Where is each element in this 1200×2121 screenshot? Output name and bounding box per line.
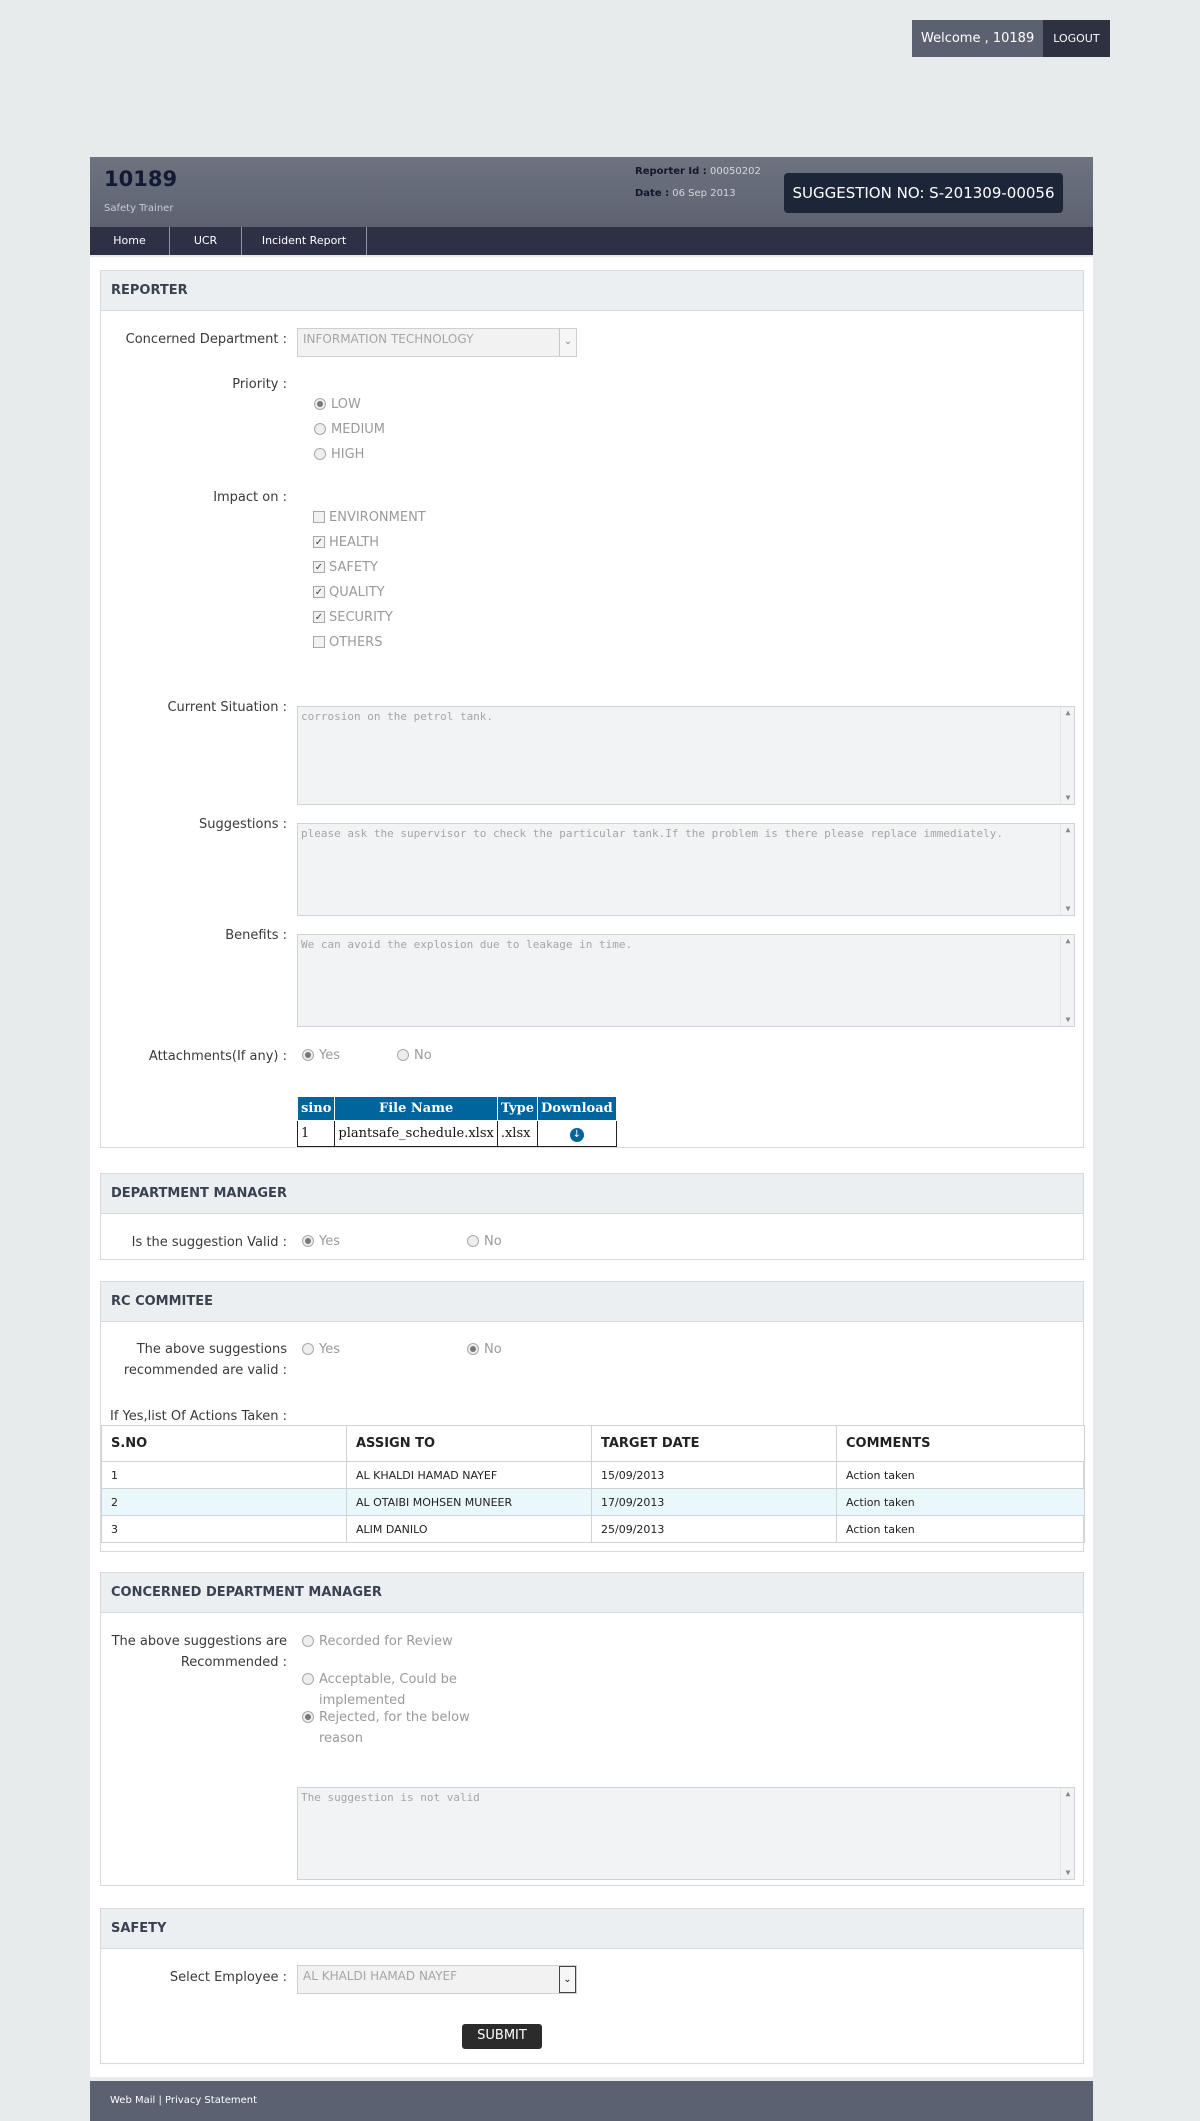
attachments-no[interactable] — [397, 1045, 432, 1066]
scrollbar[interactable] — [1060, 707, 1074, 804]
action-assign: ALIM DANILO — [347, 1516, 592, 1543]
suggestion-valid-yes[interactable] — [302, 1231, 340, 1252]
actions-taken-label: If Yes,list Of Actions Taken : — [110, 1409, 288, 1424]
report-date — [635, 188, 736, 199]
table-row — [102, 1489, 1085, 1516]
table-row — [298, 1121, 617, 1147]
impact-safety-label: SAFETY — [329, 560, 378, 575]
suggestion-valid-label: Is the suggestion Valid : — [131, 1235, 287, 1250]
checkbox-checked-icon: ✓ — [314, 612, 324, 623]
safety-section — [100, 1908, 1084, 2064]
actions-col-date: TARGET DATE — [592, 1426, 837, 1462]
reporter-id-label: Reporter Id : — [635, 166, 707, 177]
scroll-up-icon: ▲ — [1065, 936, 1071, 945]
user-role: Safety Trainer — [104, 203, 174, 214]
welcome-bar — [912, 20, 1110, 57]
employee-select[interactable] — [297, 1965, 577, 1994]
impact-others[interactable] — [313, 632, 382, 653]
scroll-down-icon: ▼ — [1065, 793, 1071, 802]
priority-low[interactable] — [314, 394, 361, 415]
actions-table — [101, 1425, 1085, 1543]
rc-valid-no[interactable] — [467, 1339, 502, 1360]
attach-sino: 1 — [298, 1121, 335, 1147]
scroll-down-icon: ▼ — [1065, 1868, 1071, 1877]
suggestion-number-badge: SUGGESTION NO: S-201309-00056 — [784, 173, 1063, 213]
nav-incident-report[interactable]: Incident Report — [242, 227, 367, 255]
employee-value: AL KHALDI HAMAD NAYEF — [303, 1969, 458, 1983]
action-assign: AL OTAIBI MOHSEN MUNEER — [347, 1489, 592, 1516]
date-value: 06 Sep 2013 — [672, 188, 736, 199]
attach-col-sino: sino — [298, 1097, 335, 1121]
rc-valid-yes[interactable] — [302, 1339, 340, 1360]
action-comments: Action taken — [837, 1489, 1085, 1516]
checkbox-icon — [313, 511, 325, 523]
radio-icon — [314, 398, 326, 410]
checkbox-icon — [313, 636, 325, 648]
priority-high[interactable] — [314, 444, 364, 465]
rc-committee-section — [100, 1281, 1084, 1552]
suggestion-valid-no-label: No — [484, 1234, 502, 1249]
impact-quality[interactable] — [313, 582, 385, 603]
attachments-yes[interactable] — [302, 1045, 340, 1066]
attach-filename: plantsafe_schedule.xlsx — [335, 1121, 497, 1147]
current-situation-label: Current Situation : — [167, 700, 287, 715]
attachments-table — [297, 1096, 617, 1147]
department-manager-section — [100, 1173, 1084, 1260]
scroll-up-icon: ▲ — [1065, 708, 1071, 717]
chevron-down-icon: ⌄ — [559, 1966, 576, 1993]
logout-button[interactable]: LOGOUT — [1043, 20, 1109, 57]
attachments-no-label: No — [414, 1048, 432, 1063]
attach-col-filename: File Name — [335, 1097, 497, 1121]
table-row — [102, 1516, 1085, 1543]
attach-col-download: Download — [538, 1097, 617, 1121]
actions-col-comments: COMMENTS — [837, 1426, 1085, 1462]
action-assign: AL KHALDI HAMAD NAYEF — [347, 1462, 592, 1489]
attach-col-type: Type — [497, 1097, 537, 1121]
recommend-rejected[interactable] — [302, 1707, 470, 1749]
priority-low-label: LOW — [331, 397, 361, 412]
current-situation-textarea[interactable] — [297, 706, 1075, 805]
footer-separator: | — [158, 2095, 162, 2106]
rejection-reason-textarea[interactable] — [297, 1787, 1075, 1880]
radio-icon — [302, 1635, 314, 1647]
select-employee-label: Select Employee : — [169, 1970, 287, 1985]
submit-button[interactable]: SUBMIT — [462, 2024, 542, 2049]
recommend-acceptable[interactable] — [302, 1669, 457, 1711]
action-comments: Action taken — [837, 1462, 1085, 1489]
attach-type: .xlsx — [497, 1121, 537, 1147]
department-manager-title: DEPARTMENT MANAGER — [101, 1174, 1083, 1214]
suggestions-label: Suggestions : — [199, 817, 287, 832]
priority-medium-label: MEDIUM — [331, 422, 386, 437]
actions-col-assign: ASSIGN TO — [347, 1426, 592, 1462]
recommended-label-line1: The above suggestions are — [111, 1634, 287, 1649]
department-select[interactable] — [297, 328, 577, 357]
radio-icon — [302, 1343, 314, 1355]
recommend-option-0-label: Recorded for Review — [319, 1634, 453, 1649]
recommended-label-line2: Recommended : — [180, 1655, 287, 1670]
impact-health[interactable] — [313, 532, 379, 553]
reporter-id — [635, 166, 761, 177]
footer — [90, 2081, 1093, 2121]
rc-valid-yes-label: Yes — [319, 1342, 340, 1357]
page-header — [90, 157, 1093, 227]
suggestions-textarea[interactable] — [297, 823, 1075, 916]
impact-environment[interactable] — [313, 507, 426, 528]
nav-home[interactable]: Home — [90, 227, 170, 255]
checkbox-checked-icon: ✓ — [314, 587, 324, 598]
impact-quality-label: QUALITY — [329, 585, 385, 600]
action-date: 25/09/2013 — [592, 1516, 837, 1543]
department-value: INFORMATION TECHNOLOGY — [303, 332, 474, 346]
scrollbar[interactable] — [1060, 824, 1074, 915]
reporter-id-value: 00050202 — [709, 166, 761, 177]
actions-col-sno: S.NO — [102, 1426, 347, 1462]
radio-icon — [314, 448, 326, 460]
recommended-label — [101, 1631, 287, 1673]
concerned-dept-manager-section — [100, 1572, 1084, 1886]
reporter-section — [100, 270, 1084, 1148]
scroll-up-icon: ▲ — [1065, 825, 1071, 834]
rc-valid-no-label: No — [484, 1342, 502, 1357]
recommend-recorded-for-review[interactable] — [302, 1631, 453, 1652]
priority-label: Priority : — [232, 377, 287, 392]
impact-others-label: OTHERS — [329, 635, 383, 650]
main-nav — [90, 227, 1093, 255]
impact-label: Impact on : — [213, 490, 287, 505]
table-row — [102, 1462, 1085, 1489]
suggestions-value: please ask the supervisor to check the particular tank.If the problem is there please replace immediately. — [301, 827, 1003, 840]
reporter-section-title: REPORTER — [101, 271, 1083, 311]
rc-valid-label — [101, 1339, 287, 1381]
attachments-yes-label: Yes — [319, 1048, 340, 1063]
recommend-option-2-label: Rejected, for the below reason — [319, 1710, 470, 1746]
benefits-textarea[interactable] — [297, 934, 1075, 1027]
scroll-down-icon: ▼ — [1065, 1015, 1071, 1024]
chevron-down-icon: ⌄ — [559, 329, 576, 356]
content-panel — [90, 257, 1093, 2077]
welcome-text: Welcome , 10189 — [912, 20, 1043, 57]
action-date: 17/09/2013 — [592, 1489, 837, 1516]
suggestion-valid-no[interactable] — [467, 1231, 502, 1252]
user-id: 10189 — [104, 167, 178, 191]
privacy-statement-link[interactable]: Privacy Statement — [165, 2095, 258, 2106]
impact-security[interactable] — [313, 607, 393, 628]
radio-icon — [467, 1235, 479, 1247]
radio-icon — [302, 1711, 314, 1723]
rc-valid-label-line1: The above suggestions — [136, 1342, 287, 1357]
current-situation-value: corrosion on the petrol tank. — [301, 710, 494, 723]
impact-environment-label: ENVIRONMENT — [329, 510, 426, 525]
priority-high-label: HIGH — [331, 447, 365, 462]
attachments-label: Attachments(If any) : — [148, 1049, 287, 1064]
rejection-reason-value: The suggestion is not valid — [301, 1791, 480, 1804]
scroll-up-icon: ▲ — [1065, 1789, 1071, 1798]
recommend-option-1-label: Acceptable, Could be implemented — [319, 1672, 457, 1708]
scrollbar[interactable] — [1060, 935, 1074, 1026]
nav-ucr[interactable]: UCR — [170, 227, 242, 255]
action-date: 15/09/2013 — [592, 1462, 837, 1489]
scrollbar[interactable] — [1060, 1788, 1074, 1879]
scroll-down-icon: ▼ — [1065, 904, 1071, 913]
impact-safety[interactable] — [313, 557, 378, 578]
action-comments: Action taken — [837, 1516, 1085, 1543]
radio-icon — [302, 1235, 314, 1247]
rc-committee-title: RC COMMITEE — [101, 1282, 1083, 1322]
safety-title: SAFETY — [101, 1909, 1083, 1949]
date-label: Date : — [635, 188, 670, 199]
checkbox-checked-icon: ✓ — [314, 537, 324, 548]
radio-icon — [302, 1049, 314, 1061]
benefits-value: We can avoid the explosion due to leakage in time. — [301, 938, 633, 951]
attach-download-cell — [538, 1121, 617, 1147]
radio-icon — [467, 1343, 479, 1355]
impact-security-label: SECURITY — [329, 610, 393, 625]
concerned-dept-manager-title: CONCERNED DEPARTMENT MANAGER — [101, 1573, 1083, 1613]
radio-icon — [314, 423, 326, 435]
department-label: Concerned Department : — [125, 332, 287, 347]
impact-health-label: HEALTH — [329, 535, 380, 550]
action-sno: 3 — [102, 1516, 347, 1543]
suggestion-valid-yes-label: Yes — [319, 1234, 340, 1249]
radio-icon — [397, 1049, 409, 1061]
action-sno: 2 — [102, 1489, 347, 1516]
download-icon[interactable]: ↓ — [570, 1128, 584, 1142]
benefits-label: Benefits : — [225, 928, 287, 943]
webmail-link[interactable]: Web Mail — [110, 2095, 156, 2106]
radio-icon — [302, 1673, 314, 1685]
action-sno: 1 — [102, 1462, 347, 1489]
rc-valid-label-line2: recommended are valid : — [123, 1363, 287, 1378]
priority-medium[interactable] — [314, 419, 385, 440]
checkbox-checked-icon: ✓ — [314, 562, 324, 573]
